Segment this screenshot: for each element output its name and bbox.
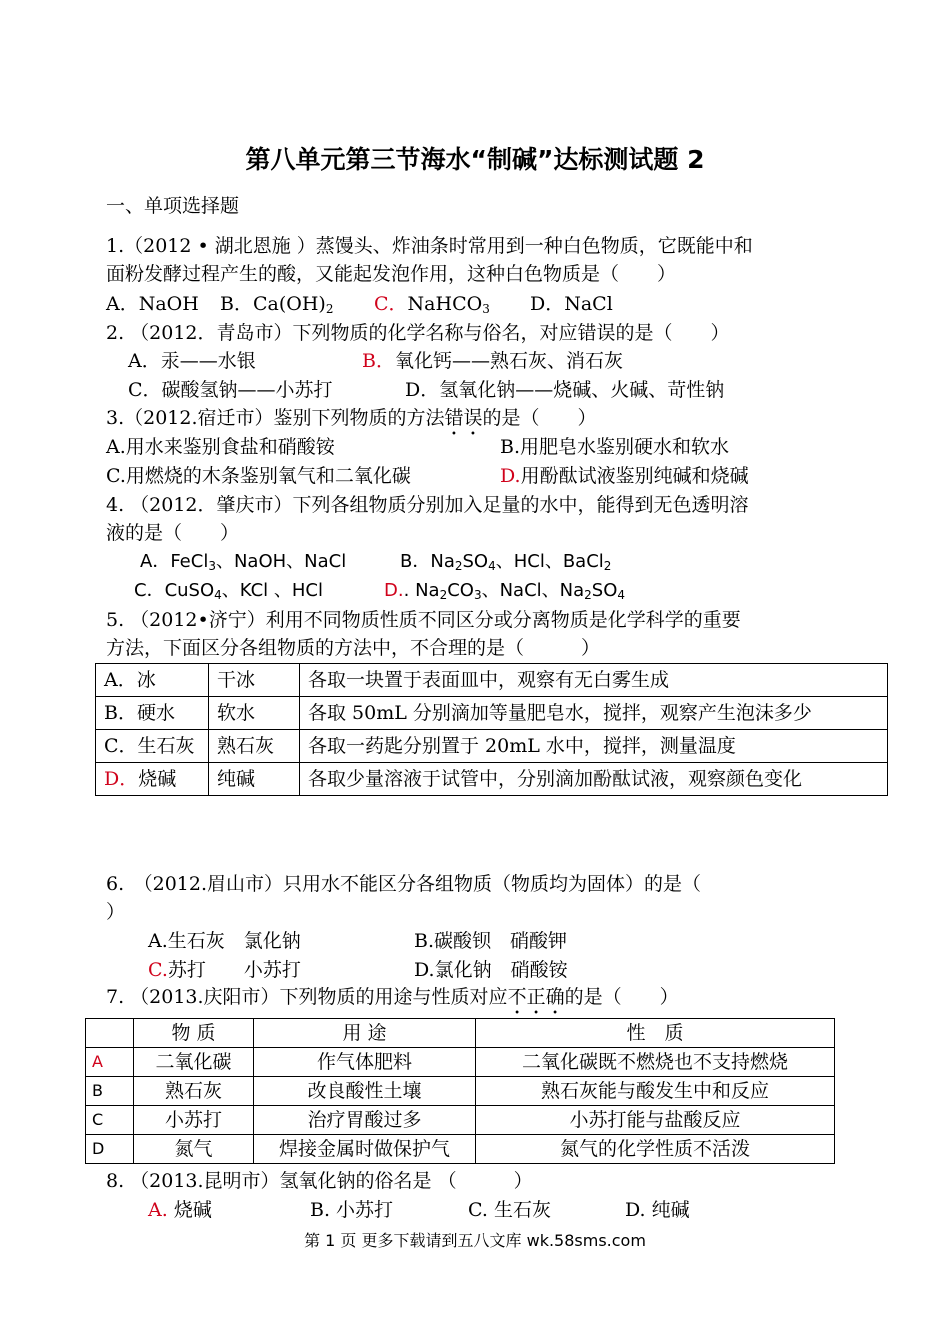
q3-option-b: B.用肥皂水鉴别硬水和软水: [500, 436, 730, 458]
q1-stem-line2: 面粉发酵过程产生的酸，又能起发泡作用，这种白色物质是（ ）: [106, 263, 677, 285]
q7-cell-property: 熟石灰能与酸发生中和反应: [476, 1077, 835, 1106]
table-row: [86, 1077, 835, 1106]
q8-stem: 8. （2013.昆明市）氢氧化钠的俗名是 （ ）: [106, 1170, 533, 1192]
q5-cell-method: 各取一块置于表面皿中，观察有无白雾生成: [300, 664, 888, 697]
q7-cell-use: 作气体肥料: [254, 1048, 476, 1077]
q8-option-a: A. 烧碱: [148, 1199, 212, 1221]
q5-cell-a: A．冰: [96, 664, 209, 697]
q8-answer-mark: A.: [148, 1199, 168, 1221]
q7-cell-use: 治疗胃酸过多: [254, 1106, 476, 1135]
q2-option-a: A．汞——水银: [128, 350, 256, 372]
table-row: [96, 730, 888, 763]
q6-option-d: D.氯化钠 硝酸铵: [414, 959, 568, 981]
q4-stem-line2: 液的是（ ）: [106, 522, 240, 544]
q6-option-a: A.生石灰 氯化钠: [148, 930, 301, 952]
q5-cell-a: B．硬水: [96, 697, 209, 730]
q8-option-d: D. 纯碱: [625, 1199, 690, 1221]
q7-row-label: D: [86, 1135, 134, 1164]
q1-option-c: C．NaHCO$_3$: [374, 293, 490, 316]
q3-option-d: D.用酚酞试液鉴别纯碱和烧碱: [500, 465, 749, 487]
q8-option-b: B. 小苏打: [310, 1199, 394, 1221]
q4-option-a: A．FeCl$_3$、NaOH、NaCl: [140, 551, 347, 573]
q4-answer-mark: D.: [384, 580, 404, 601]
q7-stem: 7. （2013.庆阳市）下列物质的用途与性质对应不正确的是（ ）: [106, 986, 679, 1008]
q1-option-d: D．NaCl: [530, 293, 613, 315]
q5-cell-b: 熟石灰: [209, 730, 300, 763]
table-row: [86, 1048, 835, 1077]
q8-option-c: C. 生石灰: [468, 1199, 551, 1221]
q2-option-b: B．氧化钙——熟石灰、消石灰: [362, 350, 623, 372]
q5-answer-mark: D．: [104, 768, 139, 790]
q5-cell-a: C．生石灰: [96, 730, 209, 763]
q7-cell-use: 改良酸性土壤: [254, 1077, 476, 1106]
q7-cell-use: 焊接金属时做保护气: [254, 1135, 476, 1164]
q7-cell-property: 小苏打能与盐酸反应: [476, 1106, 835, 1135]
q5-stem-line2: 方法，下面区分各组物质的方法中，不合理的是（ ）: [106, 637, 601, 659]
q7-header-blank: [86, 1019, 134, 1048]
q5-table: [95, 663, 888, 796]
q7-cell-substance: 熟石灰: [134, 1077, 254, 1106]
table-header-row: [86, 1019, 835, 1048]
q7-header-substance: 物 质: [134, 1019, 254, 1048]
q3-answer-mark: D.: [500, 465, 521, 487]
q6-stem-line2: ）: [106, 901, 126, 923]
table-row: [96, 763, 888, 796]
q4-option-d: D.. $Na_2CO_3$、NaCl、$Na_2SO_4$: [384, 580, 626, 602]
q5-cell-b: 纯碱: [209, 763, 300, 796]
q5-cell-b: 软水: [209, 697, 300, 730]
q3-option-a: A.用水来鉴别食盐和硝酸铵: [106, 436, 335, 458]
q7-cell-property: 二氧化碳既不燃烧也不支持燃烧: [476, 1048, 835, 1077]
q7-header-use: 用 途: [254, 1019, 476, 1048]
table-row: [86, 1135, 835, 1164]
q3-option-c: C.用燃烧的木条鉴别氧气和二氧化碳: [106, 465, 411, 487]
q6-stem-line1: 6. （2012.眉山市）只用水不能区分各组物质（物质均为固体）的是（: [106, 873, 702, 895]
q6-option-c: C.苏打 小苏打: [148, 959, 301, 981]
q6-answer-mark: C.: [148, 959, 168, 981]
q2-answer-mark: B．: [362, 350, 395, 372]
q4-stem-line1: 4. （2012．肇庆市）下列各组物质分别加入足量的水中，能得到无色透明溶: [106, 494, 749, 516]
q4-option-b: B．$Na_2SO_4$、HCl、BaCl$_2$: [400, 551, 612, 573]
q7-cell-substance: 小苏打: [134, 1106, 254, 1135]
q5-cell-a: D．烧碱: [96, 763, 209, 796]
q2-stem: 2. （2012．青岛市）下列物质的化学名称与俗名，对应错误的是（ ）: [106, 322, 730, 344]
q4-option-c: C．CuSO$_4$、KCl 、HCl: [134, 580, 323, 602]
q5-cell-b: 干冰: [209, 664, 300, 697]
q7-cell-substance: 二氧化碳: [134, 1048, 254, 1077]
q5-stem-line1: 5. （2012•济宁）利用不同物质性质不同区分或分离物质是化学科学的重要: [106, 609, 741, 631]
q6-option-b: B.碳酸钡 硝酸钾: [414, 930, 568, 952]
q1-stem-line1: 1.（2012 • 湖北恩施 ）蒸馒头、炸油条时常用到一种白色物质，它既能中和: [106, 235, 753, 257]
q2-option-c: C．碳酸氢钠——小苏打: [128, 379, 333, 401]
page-footer: 第 1 页 更多下载请到五八文库 wk.58sms.com: [304, 1231, 646, 1250]
table-row: [86, 1106, 835, 1135]
q5-cell-method: 各取一药匙分别置于 20mL 水中，搅拌，测量温度: [300, 730, 888, 763]
q7-row-label: A: [86, 1048, 134, 1077]
q7-header-property: 性 质: [476, 1019, 835, 1048]
q7-table: [85, 1018, 835, 1164]
q1-option-a: A．NaOH: [106, 293, 199, 315]
q3-stem: 3.（2012.宿迁市）鉴别下列物质的方法错误的是（ ）: [106, 407, 597, 429]
q3-emphasis: 错误: [444, 407, 483, 429]
section-heading: 一、单项选择题: [106, 195, 240, 217]
q5-cell-method: 各取少量溶液于试管中，分别滴加酚酞试液，观察颜色变化: [300, 763, 888, 796]
q7-row-label: C: [86, 1106, 134, 1135]
q7-cell-substance: 氮气: [134, 1135, 254, 1164]
table-row: [96, 664, 888, 697]
q1-option-b: B．$Ca(OH)_2$: [220, 293, 334, 316]
q1-answer-mark: C．: [374, 293, 408, 315]
q2-option-d: D．氢氧化钠——烧碱、火碱、苛性钠: [405, 379, 725, 401]
q5-cell-method: 各取 50mL 分别滴加等量肥皂水，搅拌，观察产生泡沫多少: [300, 697, 888, 730]
page-title: 第八单元第三节海水“制碱”达标测试题 2: [245, 145, 705, 174]
q7-cell-property: 氮气的化学性质不活泼: [476, 1135, 835, 1164]
table-row: [96, 697, 888, 730]
q7-row-label: B: [86, 1077, 134, 1106]
q7-emphasis: 不正确: [507, 986, 565, 1008]
